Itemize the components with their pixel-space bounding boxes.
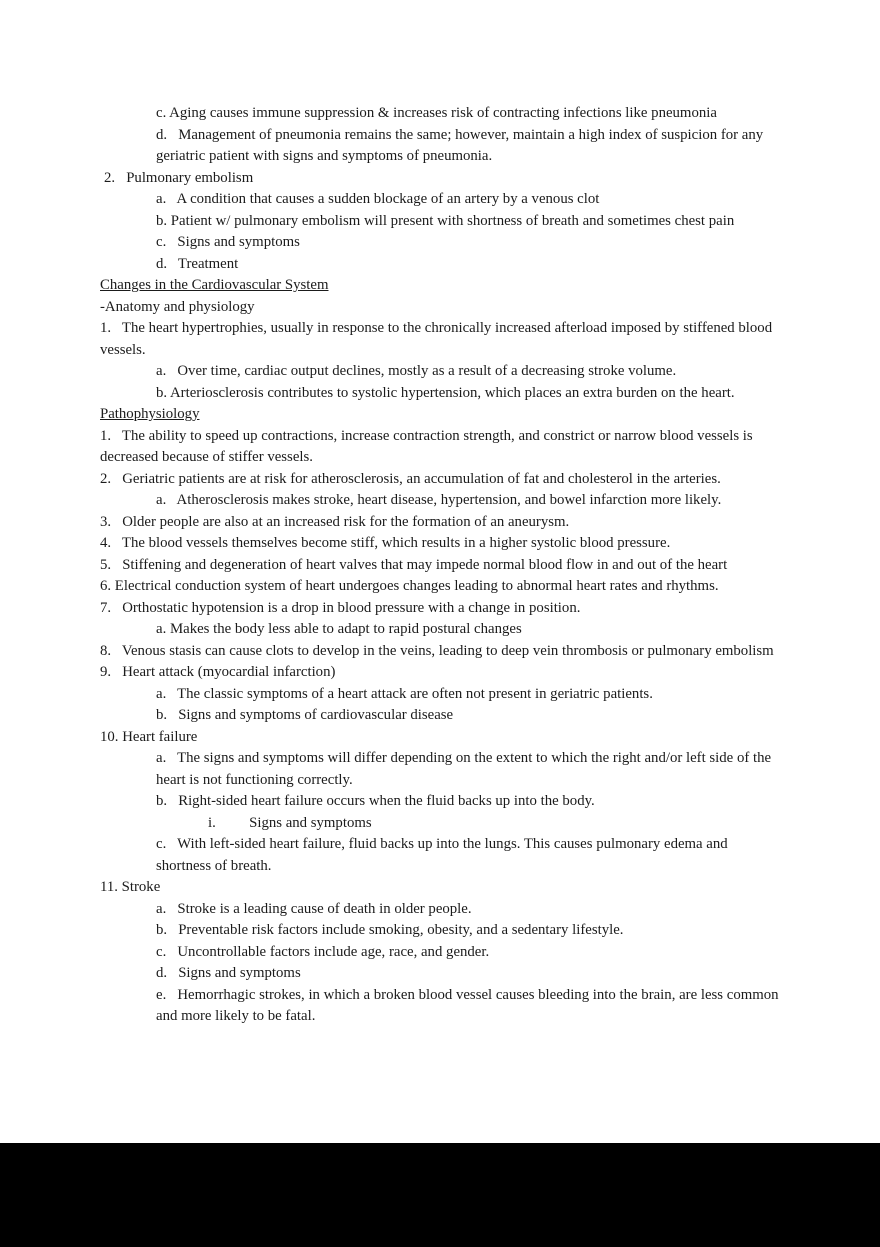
outline-item: 1. The heart hypertrophies, usually in response to the chronically increased afterload imposed by stiffened blood vessels. — [100, 320, 776, 358]
section-heading: Changes in the Cardiovascular System — [100, 277, 329, 293]
outline-item: b. Preventable risk factors include smoking, obesity, and a sedentary lifestyle. — [156, 922, 624, 938]
outline-item: 9. Heart attack (myocardial infarction) — [100, 664, 336, 680]
outline-item: 4. The blood vessels themselves become stiff, which results in a higher systolic blood pressure. — [100, 535, 671, 551]
outline-item: d. Signs and symptoms — [156, 965, 301, 981]
outline-item: a. A condition that causes a sudden blockage of an artery by a venous clot — [156, 191, 600, 207]
outline-item: a. Over time, cardiac output declines, mostly as a result of a decreasing stroke volume. — [156, 363, 677, 379]
outline-item: d. Management of pneumonia remains the same; however, maintain a high index of suspicion for any geriatric patient with signs and symptoms of pneumonia. — [156, 126, 767, 164]
outline-item: c. Aging causes immune suppression & increases risk of contracting infections like pneumonia — [156, 105, 717, 121]
outline-item: c. Signs and symptoms — [156, 234, 300, 250]
page-bottom-letterbox — [0, 1143, 880, 1247]
outline-item: c. Uncontrollable factors include age, race, and gender. — [156, 943, 490, 960]
outline-item: i. Signs and symptoms — [208, 814, 372, 831]
outline-item: 8. Venous stasis can cause clots to develop in the veins, leading to deep vein thrombosis or pulmonary embolism — [100, 642, 774, 659]
outline-item: c. With left-sided heart failure, fluid backs up into the lungs. This causes pulmonary edema and shortness of breath. — [156, 836, 732, 874]
outline-item: b. Arteriosclerosis contributes to systolic hypertension, which places an extra burden on the heart. — [156, 384, 735, 401]
outline-item: 10. Heart failure — [100, 728, 198, 745]
outline-item: 6. Electrical conduction system of heart undergoes changes leading to abnormal heart rates and rhythms. — [100, 578, 719, 594]
outline-item: 2. Geriatric patients are at risk for atherosclerosis, an accumulation of fat and cholesterol in the arteries. — [100, 470, 721, 487]
outline-item: b. Patient w/ pulmonary embolism will present with shortness of breath and sometimes chest pain — [156, 212, 735, 229]
outline-item: 7. Orthostatic hypotension is a drop in blood pressure with a change in position. — [100, 599, 581, 616]
outline-item: -Anatomy and physiology — [100, 298, 255, 315]
outline-item: 11. Stroke — [100, 879, 161, 895]
outline-item: a. The signs and symptoms will differ depending on the extent to which the right and/or left side of the heart is not functioning correctly. — [156, 750, 775, 788]
outline-item: 2. Pulmonary embolism — [104, 169, 254, 186]
outline-item: 5. Stiffening and degeneration of heart valves that may impede normal blood flow in and out of the heart — [100, 556, 728, 573]
outline-item: a. Stroke is a leading cause of death in older people. — [156, 900, 472, 917]
outline-item: b. Right-sided heart failure occurs when the fluid backs up into the body. — [156, 793, 595, 809]
outline-item: a. The classic symptoms of a heart attack are often not present in geriatric patients. — [156, 685, 653, 702]
outline-item: a. Atherosclerosis makes stroke, heart disease, hypertension, and bowel infarction more likely. — [156, 492, 722, 508]
outline-item: e. Hemorrhagic strokes, in which a broken blood vessel causes bleeding into the brain, are less common and more likely to be fatal. — [156, 986, 783, 1024]
outline-item: 1. The ability to speed up contractions, increase contraction strength, and constrict or narrow blood vessels is decreased because of stiffer vessels. — [100, 427, 757, 465]
outline-item: a. Makes the body less able to adapt to rapid postural changes — [156, 621, 522, 637]
outline-item: d. Treatment — [156, 255, 239, 272]
document-body — [100, 103, 783, 1028]
section-heading: Pathophysiology — [100, 406, 200, 422]
outline-item: b. Signs and symptoms of cardiovascular disease — [156, 707, 454, 723]
outline-item: 3. Older people are also at an increased risk for the formation of an aneurysm. — [100, 513, 570, 530]
